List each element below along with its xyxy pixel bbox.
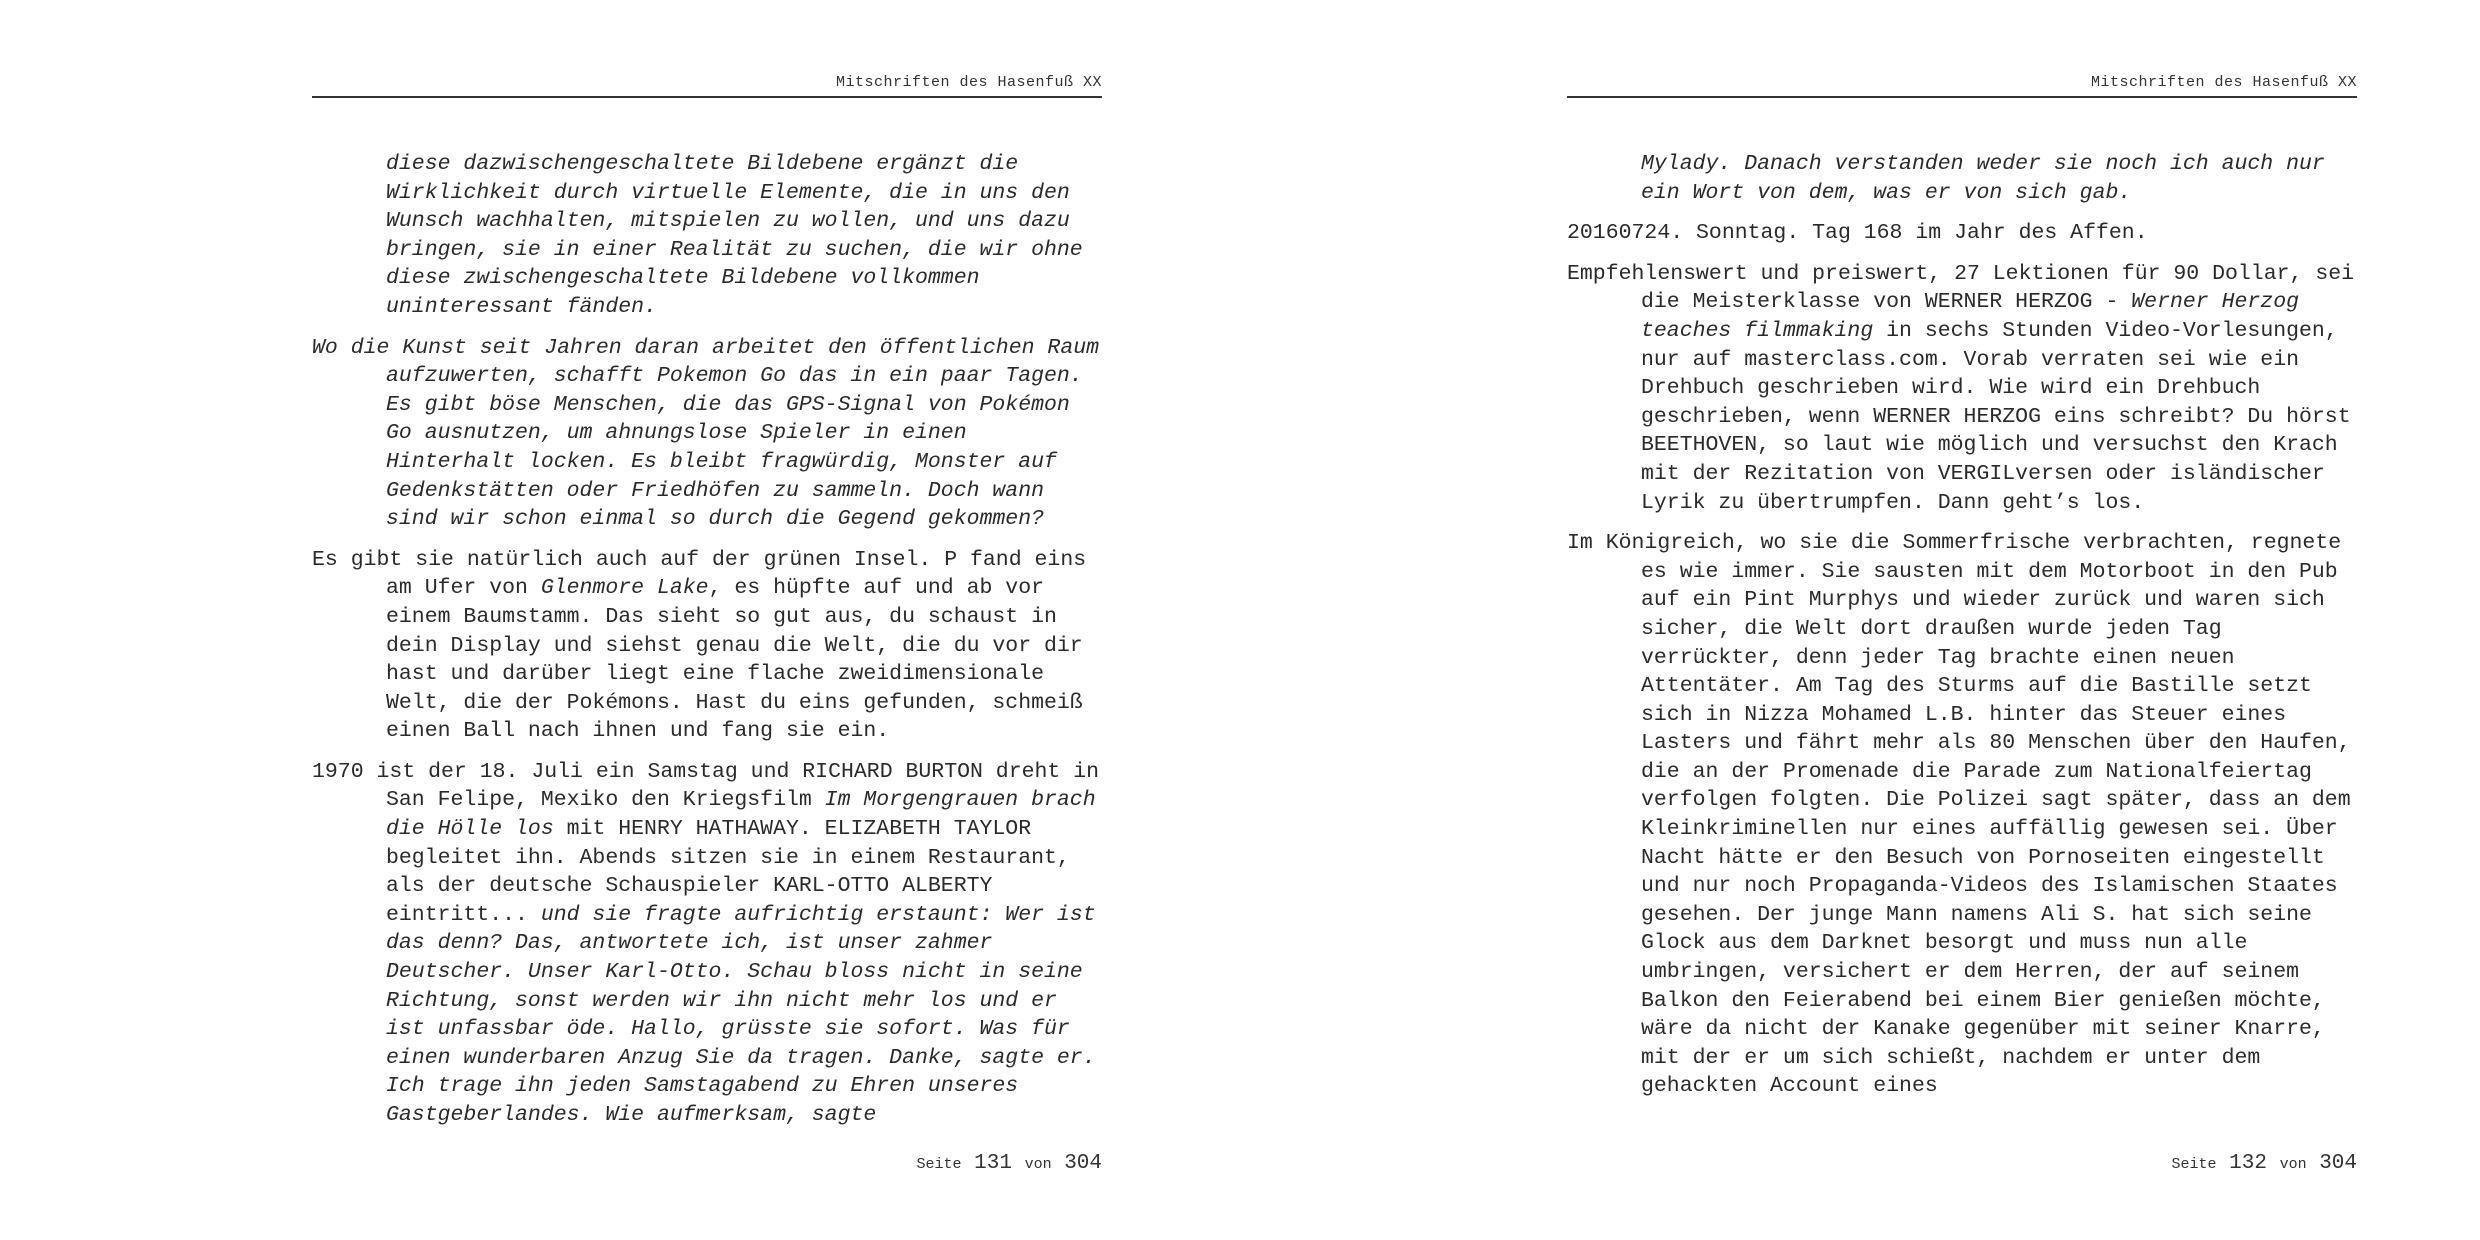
paragraph — [312, 334, 1102, 534]
paragraph — [1567, 150, 2357, 207]
left-page — [312, 0, 1102, 1240]
right-page — [1567, 0, 2357, 1240]
italic-text-run: Werner Herzog teaches filmmaking — [1641, 290, 2300, 343]
italic-text-run: Im Morgengrauen brach die Hölle los — [386, 788, 1096, 842]
footer-page-number: 131 — [974, 1152, 1012, 1175]
header-rule — [312, 96, 1102, 98]
text-run: Im Königreich, wo sie die Sommerfrische verbrachten, regnete es wie immer. Sie sausten mit dem Motorboot in den Pub auf ein Pint Murphys und wieder zurück und waren sich sicher, die Welt dort draußen wurde jeden Tag verrückter, denn jeder Tag brachte einen neuen Attentäter. Am Tag des Sturms auf die Bastille setzt sich in Nizza Mohamed L.B. hinter das Steuer eines Lasters und fährt mehr als 80 Menschen über den Haufen, die an der Promenade die Parade zum Nationalfeiertag verfolgen folgten. Die Polizei sagt später, dass an dem Kleinkriminellen nur eines auffällig gewesen sei. Über Nacht hätte er den Besuch von Pornoseiten eingestellt und nur noch Propaganda-Videos des Islamischen Staates gesehen. Der junge Mann namens Ali S. hat sich seine Glock aus dem Darknet besorgt und muss nun alle umbringen, versichert er dem Herren, der auf seinem Balkon den Feierabend bei einem Bier genießen möchte, wäre da nicht der Kanake gegenüber mit seiner Knarre, mit der er um sich schießt, nachdem er unter dem gehackten Account eines — [1567, 531, 2351, 1099]
running-header: Mitschriften des Hasenfuß XX — [2090, 74, 2357, 91]
text-run: in sechs Stunden Video-Vorlesungen, nur auf masterclass.com. Vorab verraten sei wie ein Drehbuch geschrieben wird. Wie wird ein Drehbuch geschrieben, wenn WERNER HERZOG eins schreibt? Du hörst BEETHOVEN, so laut wie möglich und versuchst den Krach mit der Rezitation von VERGILversen oder isländischer Lyrik zu übertrumpfen. Dann geht’s los. — [1641, 318, 2351, 515]
footer-seite-label: Seite — [2171, 1156, 2217, 1173]
footer-von-label: von — [1024, 1156, 1052, 1173]
italic-text-run: Glenmore Lake — [540, 576, 709, 601]
paragraph — [312, 150, 1102, 322]
footer-page-number: 132 — [2229, 1152, 2267, 1175]
text-run: Empfehlenswert und preiswert, 27 Lektionen für 90 Dollar, sei die Meisterklasse von WERNER HERZOG - — [1567, 261, 2355, 315]
header-rule — [1567, 96, 2357, 98]
italic-text-run: diese dazwischengeschaltete Bildebene ergänzt die Wirklichkeit durch virtuelle Elemente, die in uns den Wunsch wachhalten, mitspielen zu wollen, und uns dazu bringen, sie in einer Realität zu suchen, die wir ohne diese zwischengeschaltete Bildebene vollkommen uninteressant fänden. — [386, 152, 1083, 319]
text-run: 20160724. Sonntag. Tag 168 im Jahr des Affen. — [1567, 221, 2148, 246]
text-run: mit HENRY HATHAWAY. ELIZABETH TAYLOR begleitet ihn. Abends sitzen sie in einem Restaurant, als der deutsche Schauspieler KARL-OTTO ALBERTY eintritt... — [386, 817, 1070, 927]
page-body — [312, 150, 1102, 1142]
paragraph — [312, 758, 1102, 1130]
footer-page-total: 304 — [2319, 1152, 2357, 1175]
italic-text-run: und sie fragte aufrichtig erstaunt: Wer ist das denn? Das, antwortete ich, ist unser zahmer Deutscher. Unser Karl-Otto. Schau bloss nicht in seine Richtung, sonst werden wir ihn nicht mehr los und er ist unfassbar öde. Hallo, grüsste sie sofort. Was für einen wunderbaren Anzug Sie da tragen. Danke, sagte er. Ich trage ihn jeden Samstagabend zu Ehren unseres Gastgeberlandes. Wie aufmerksam, sagte — [386, 902, 1096, 1127]
italic-text-run: Mylady. Danach verstanden weder sie noch ich auch nur ein Wort von dem, was er von sich gab. — [1641, 152, 2325, 205]
text-run: 1970 ist der 18. Juli ein Samstag und RICHARD BURTON dreht in San Felipe, Mexiko den Kriegsfilm — [312, 759, 1100, 813]
footer-von-label: von — [2279, 1156, 2307, 1173]
page-footer — [2172, 1152, 2357, 1175]
text-run: Es gibt sie natürlich auch auf der grünen Insel. P fand eins am Ufer von — [312, 547, 1087, 601]
paragraph — [1567, 219, 2357, 248]
text-run: , es hüpfte auf und ab vor einem Baumstamm. Das sieht so gut aus, du schaust in dein Display und siehst genau die Welt, die du vor dir hast und darüber liegt eine flache zweidimensionale Welt, die der Pokémons. Hast du eins gefunden, schmeiß einen Ball nach ihnen und fang sie ein. — [386, 576, 1083, 744]
page-body — [1567, 150, 2357, 1113]
running-header: Mitschriften des Hasenfuß XX — [835, 74, 1102, 91]
footer-page-total: 304 — [1064, 1152, 1102, 1175]
page-footer — [917, 1152, 1102, 1175]
footer-seite-label: Seite — [916, 1156, 962, 1173]
paragraph — [312, 546, 1102, 746]
paragraph — [1567, 529, 2357, 1101]
paragraph — [1567, 260, 2357, 517]
italic-text-run: Wo die Kunst seit Jahren daran arbeitet den öffentlichen Raum aufzuwerten, schafft Pokemon Go das in ein paar Tagen. Es gibt böse Menschen, die das GPS-Signal von Pokémon Go ausnutzen, um ahnungslose Spieler in einen Hinterhalt locken. Es bleibt fragwürdig, Monster auf Gedenkstätten oder Friedhöfen zu sammeln. Doch wann sind wir schon einmal so durch die Gegend gekommen? — [312, 335, 1100, 532]
